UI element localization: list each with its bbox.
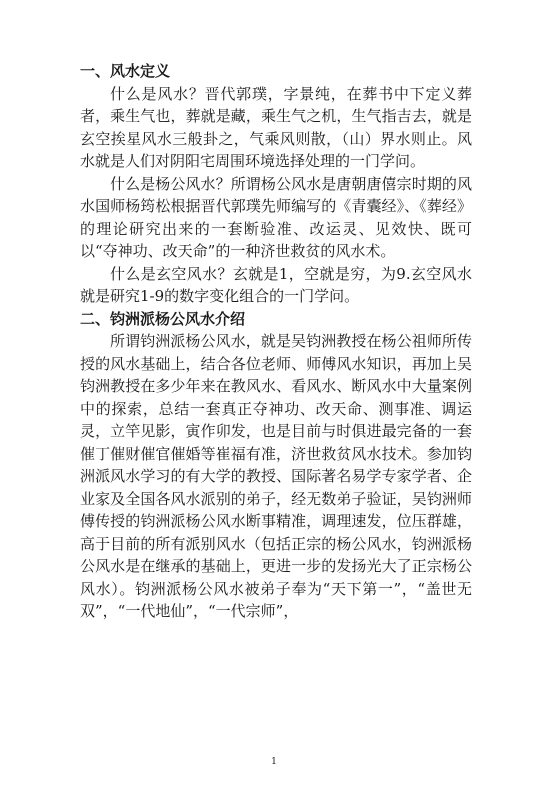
section-1-paragraph-2: 什么是杨公风水？所谓杨公风水是唐朝唐僖宗时期的风水国师杨筠松根据晋代郭璞先师编写的《青囊经》、《葬经》的理论研究出来的一套断验准、改运灵、见效快、既可以“夺神功、改天命”的一种济世救贫的风水术。 xyxy=(80,174,472,260)
document-page xyxy=(80,60,472,623)
section-2-heading: 二、钧洲派杨公风水介绍 xyxy=(80,309,246,328)
section-2-paragraph-1: 所谓钧洲派杨公风水，就是吴钧洲教授在杨公祖师所传授的风水基础上，结合各位老师、师傅风水知识，再加上吴钧洲教授在多少年来在教风水、看风水、断风水中大量案例中的探索，总结一套真正夺神功、改天命、测事准、调运灵，立竿见影，寅作卯发，也是目前与时俱进最完备的一套催丁催财催官催婚等崔福有准，济世救贫风水技术。参加钧洲派风水学习的有大学的教授、国际著名易学专家学者、企业家及全国各风水派别的弟子，经无数弟子验证，吴钧洲师傅传授的钧洲派杨公风水断事精准，调理速发，位压群雄，高于目前的所有派别风水（包括正宗的杨公风水，钧洲派杨公风水是在继承的基础上，更进一步的发扬光大了正宗杨公风水）。钧洲派杨公风水被弟子奉为“天下第一”，“盖世无双”，“一代地仙”，“一代宗师”， xyxy=(80,332,472,620)
section-1-heading: 一、风水定义 xyxy=(80,62,171,80)
section-1-paragraph-1: 什么是风水？晋代郭璞，字景纯，在葬书中下定义葬者，乘生气也，葬就是藏，乘生气之机，生气指吉去，就是玄空挨星风水三般卦之，气乘风则散，（山）界水则止。风水就是人们对阴阳宅周围环境选择处理的一门学问。 xyxy=(80,84,472,170)
section-1-paragraph-3: 什么是玄空风水？玄就是1，空就是穷，为9.玄空风水就是研究1-9的数字变化组合的一门学问。 xyxy=(80,264,472,305)
page-number: 1 xyxy=(271,757,277,767)
